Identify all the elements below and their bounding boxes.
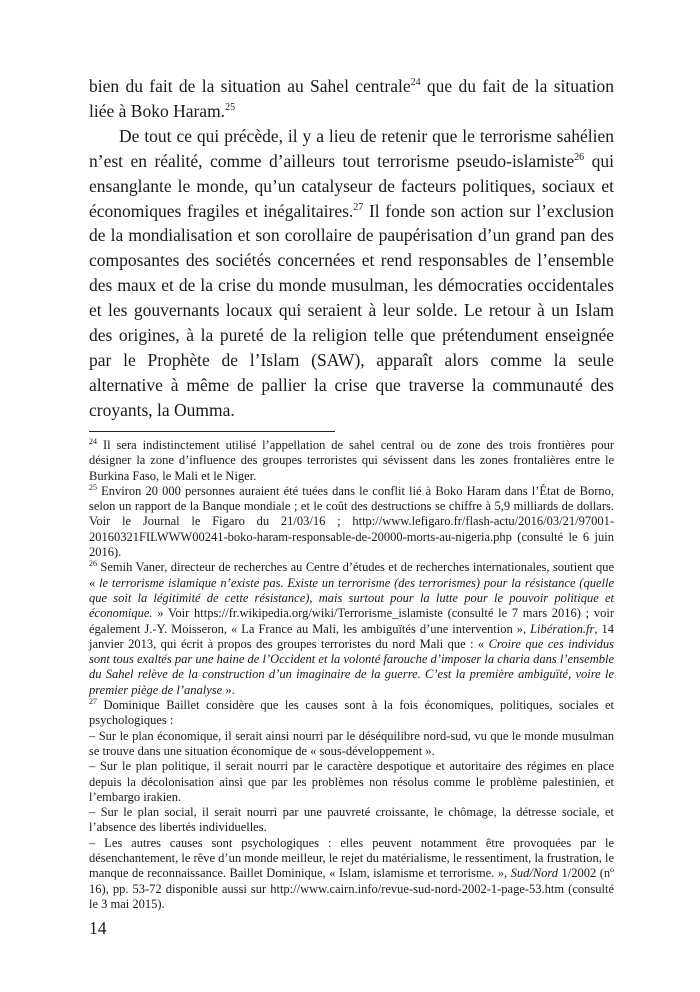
footnote-ref-25[interactable]: 25 [225, 101, 236, 113]
source-title: Libération.fr [530, 621, 595, 636]
footnotes [89, 438, 614, 912]
footnote-27 [89, 698, 614, 729]
footnote-quote: le terrorisme islamique n’existe pas. Existe un terrorisme (des terrorismes) pour la résistance (quelle que soit la légitimité de cette résistance), mais surtout pour la lutte pour le pouvoir politique et économique. [89, 575, 615, 621]
footnote-ref-27[interactable]: 27 [353, 201, 364, 213]
footnote-27-item [89, 836, 614, 912]
page-number: 14 [89, 918, 107, 938]
footnote-text: Environ 20 000 personnes auraient été tuées dans le conflit lié à Boko Haram dans l’État de Borno, selon un rapport de la Banque mondiale ; et le coût des destructions se chiffre à 5,9 milliards de dollars. Voir le Journal le Figaro du 21/03/16 ; http://www.lefigaro.fr/flash-actu/2016/03/21/97001-20160321FILWWW00241-boko-haram-responsable-de-20000-morts-au-nigeria.php (consulté le 6 juin 2016). [89, 483, 614, 560]
footnote-text: , 14 janvier 2013, qui écrit à propos des groupes terroristes du nord Mali que : « [89, 621, 614, 651]
paragraph-text: Il fonde son action sur l’exclusion de la mondialisation et son corollaire de paupérisation d’un grand pan des composantes des sociétés concernées et rend responsables de l’ensemble des maux et de la crise du monde musulman, les démocraties occidentales et les gouvernants locaux qui seraient à leur solde. Le retour à un Islam des origines, à la pureté de la religion telle que prétendument enseignée par le Prophète de l’Islam (SAW), apparaît alors comme la seule alternative à même de pallier la crise que traverse la communauté des croyants, la Oumma. [89, 200, 614, 420]
paragraph-1 [89, 74, 614, 124]
footnote-text: – Les autres causes sont psychologiques : elles peuvent notamment être provoquées par le désenchantement, le rêve d’un monde meilleur, le rejet du matérialisme, le ressentiment, la frustration, le manque de reconnaissance. Baillet Dominique, « Islam, islamisme et terrorisme. », [89, 835, 614, 881]
footnote-27-item: – Sur le plan économique, il serait ainsi nourri par le déséquilibre nord-sud, vu que le monde musulman se trouve dans une situation économique de « sous-développement ». [89, 728, 614, 758]
paragraph-2 [89, 124, 614, 423]
footnote-separator [89, 431, 335, 432]
footnote-text: ». [222, 682, 235, 697]
body-text [89, 74, 614, 423]
footnote-number: 25 [89, 482, 97, 492]
footnote-27-item: – Sur le plan social, il serait nourri par une pauvreté croissante, le chômage, la détresse sociale, et l’absence des libertés individuelles. [89, 805, 614, 835]
source-title: Sud/Nord [510, 866, 559, 881]
paragraph-text: De tout ce qui précède, il y a lieu de retenir que le terrorisme sahélien n’est en réalité, comme d’ailleurs tout terrorisme pseudo-islamiste [89, 125, 614, 171]
footnote-26 [89, 560, 614, 698]
footnote-text: Dominique Baillet considère que les causes sont à la fois économiques, politiques, sociales et psychologiques : [89, 698, 614, 728]
paragraph-text: qui ensanglante le monde, qu’un catalyseur de facteurs politiques, sociaux et économiques fragiles et inégalitaires. [89, 150, 614, 221]
paragraph-text: bien du fait de la situation au Sahel centrale [89, 76, 411, 96]
footnote-ref-24[interactable]: 24 [410, 77, 421, 88]
footnote-text: Il sera indistinctement utilisé l’appellation de sahel central ou de zone des trois frontières pour désigner la zone d’influence des groupes terroristes qui sévissent dans les zones frontalières entre le Burkina Faso, le Mali et le Niger. [89, 438, 614, 483]
footnote-text: » Voir https://fr.wikipedia.org/wiki/Terrorisme_islamiste (consulté le 7 mars 2016) ; voir également J.-Y. Moisseron, « La France au Mali, les ambiguïtés d’une intervention », [89, 606, 614, 636]
footnote-text: 1/2002 (nº 16), pp. 53-72 disponible aussi sur http://www.cairn.info/revue-sud-nord-2002-1-page-53.htm (consulté le 3 mai 2015). [89, 866, 614, 911]
footnote-number: 27 [89, 697, 97, 707]
footnote-quote: Croire que ces individus sont tous exaltés par une haine de l’Occident et la volonté farouche d’imposer la charia dans l’ensemble du Sahel relève de la construction d’un imaginaire de la guerre. C’est la première ambiguïté, voire le premier piège de l’analyse [89, 636, 615, 697]
footnote-text: Semih Vaner, directeur de recherches au Centre d’études et de recherches internationales, soutient que « [89, 560, 614, 590]
footnote-ref-26[interactable]: 26 [574, 151, 585, 163]
paragraph-text: que du fait de la situation liée à Boko Haram. [89, 76, 614, 121]
footnote-number: 24 [89, 437, 97, 446]
footnote-number: 26 [89, 559, 97, 569]
footnote-25 [89, 484, 614, 560]
footnote-27-item: – Sur le plan politique, il serait nourri par le caractère despotique et autoritaire des régimes en place depuis la décolonisation ainsi que par les problèmes non résolus comme le problème palestinien, et l’embargo irakien. [89, 759, 614, 804]
footnote-24 [89, 438, 614, 484]
